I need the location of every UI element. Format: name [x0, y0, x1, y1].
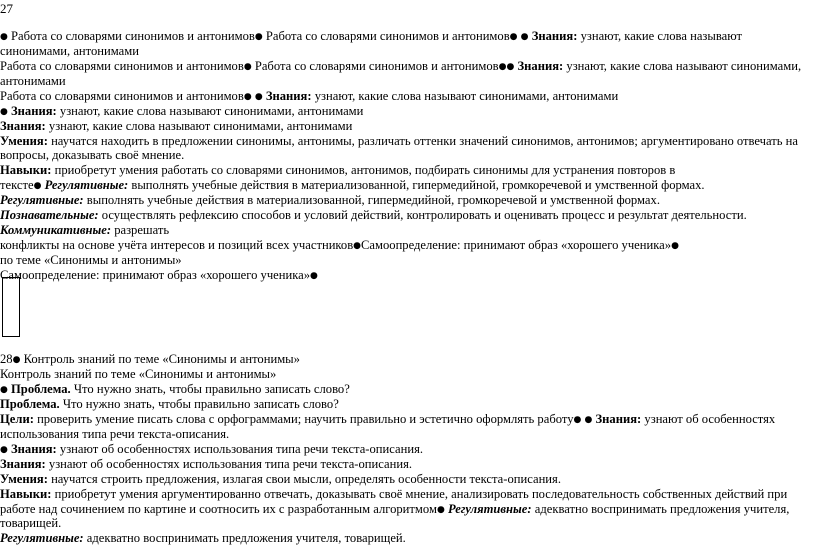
bullet-icon: ●: [509, 32, 518, 42]
text-line: Навыки: приобретут умения аргументированно отвечать, доказывать своё мнение, анализировать последовательность собственных действий при: [0, 487, 788, 501]
bullet-icon: ●: [243, 62, 252, 72]
text-line: Контроль знаний по теме «Синонимы и антонимы»: [0, 367, 277, 381]
text-line: Знания: узнают, какие слова называют синонимами, антонимами: [0, 119, 353, 133]
bullet-icon: ●: [498, 62, 507, 72]
text-line: ● Проблема. Что нужно знать, чтобы правильно записать слово?: [0, 382, 350, 396]
text-line: Умения: научатся строить предложения, излагая свои мысли, определять особенности текста-описания.: [0, 472, 561, 486]
page-number: 28: [0, 352, 13, 366]
bullet-icon: ●: [0, 445, 8, 455]
text-line: Самоопределение: принимают образ «хорошего ученика»●: [0, 268, 318, 282]
text-line: Работа со словарями синонимов и антонимов● Работа со словарями синонимов и антонимов●● Знания: узнают, какие слова называют синонимами,: [0, 59, 802, 73]
text-line: использования типа речи текста-описания.: [0, 427, 230, 441]
bullet-icon: ●: [506, 62, 515, 72]
bullet-icon: ●: [520, 32, 529, 42]
text-line: по теме «Синонимы и антонимы»: [0, 253, 182, 267]
text-line: Навыки: приобретут умения работать со словарями синонимов, антонимов, подбирать синонимы для устранения повторов в: [0, 163, 676, 177]
bullet-icon: ●: [310, 271, 318, 281]
text-line: работе над сочинением по картине и соотносить их с разработанным алгоритмом● Регулятивные: адекватно воспринимать предложения учителя,: [0, 502, 790, 516]
bullet-icon: ●: [243, 92, 252, 102]
bullet-icon: ●: [0, 32, 8, 42]
text-line: товарищей.: [0, 516, 62, 530]
bullet-icon: ●: [436, 505, 445, 515]
bullet-icon: ●: [573, 415, 582, 425]
bullet-icon: ●: [12, 355, 21, 365]
bullet-icon: ●: [353, 241, 362, 251]
text-line: тексте● Регулятивные: выполнять учебные действия в материализованной, гипермедийной, громкоречевой и умственной формах.: [0, 178, 705, 192]
bullet-icon: ●: [0, 385, 8, 395]
text-line: Умения: научатся находить в предложении синонимы, антонимы, различать оттенки значений синонимов, антонимов; аргументировано отвечать на: [0, 134, 799, 148]
text-line: Регулятивные: адекватно воспринимать предложения учителя, товарищей.: [0, 531, 406, 545]
page-number: 27: [0, 1, 13, 16]
text-line: вопросы, доказывать своё мнение.: [0, 148, 185, 162]
text-line: конфликты на основе учёта интересов и позиций всех участников●Самоопределение: принимают образ «хорошего ученика»●: [0, 238, 679, 252]
text-line: Коммуникативные: разрешать: [0, 223, 170, 237]
text-line: ● Работа со словарями синонимов и антонимов● Работа со словарями синонимов и антонимов● ● Знания: узнают, какие слова называют: [0, 29, 742, 43]
text-line: 28● Контроль знаний по теме «Синонимы и антонимы»: [0, 352, 300, 366]
text-line: антонимами: [0, 74, 66, 88]
bullet-icon: ●: [0, 107, 8, 117]
text-line: Проблема. Что нужно знать, чтобы правильно записать слово?: [0, 397, 339, 411]
bullet-icon: ●: [254, 32, 263, 42]
page-frame: [2, 277, 20, 337]
bullet-icon: ●: [254, 92, 263, 102]
bullet-icon: ●: [671, 241, 679, 251]
bullet-icon: ●: [33, 181, 42, 191]
text-line: ● Знания: узнают, какие слова называют синонимами, антонимами: [0, 104, 364, 118]
text-line: Работа со словарями синонимов и антонимов● ● Знания: узнают, какие слова называют синонимами, антонимами: [0, 89, 619, 103]
text-line: Познавательные: осуществлять рефлексию способов и условий действий, контролировать и оценивать процесс и результат деятельности.: [0, 208, 747, 222]
bullet-icon: ●: [584, 415, 593, 425]
text-line: Знания: узнают об особенностях использования типа речи текста-описания.: [0, 457, 413, 471]
text-line: Регулятивные: выполнять учебные действия в материализованной, гипермедийной, громкоречевой и умственной формах.: [0, 193, 660, 207]
text-line: синонимами, антонимами: [0, 44, 139, 58]
text-line: ● Знания: узнают об особенностях использования типа речи текста-описания.: [0, 442, 424, 456]
text-line: Цели: проверить умение писать слова с орфограммами; научить правильно и эстетично оформлять работу● ● Знания: узнают об особенностях: [0, 412, 776, 426]
